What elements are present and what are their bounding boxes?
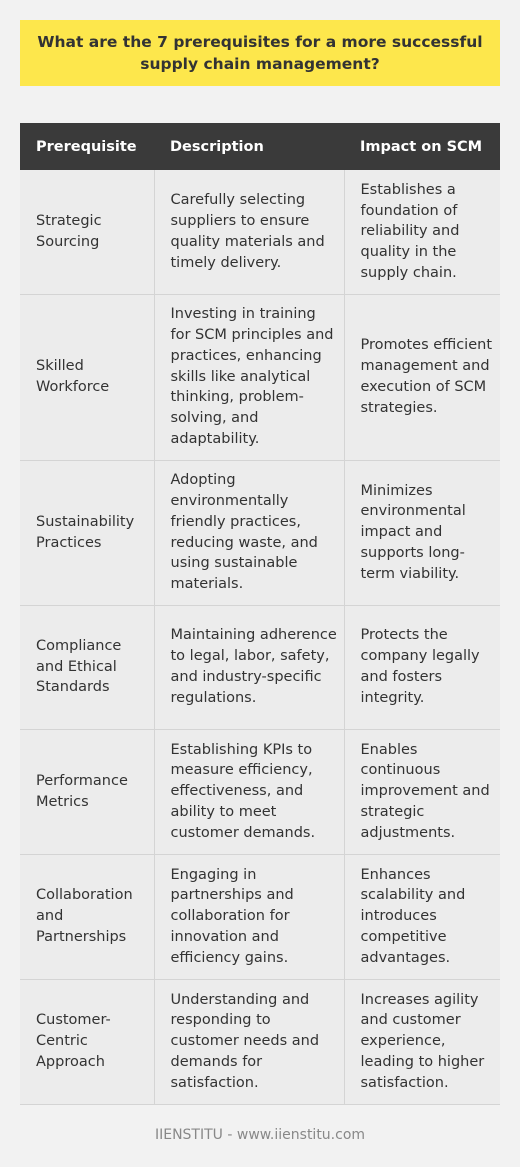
table-header-row (20, 123, 500, 170)
table-row (20, 729, 500, 854)
cell-prerequisite: Skilled Workforce (20, 294, 154, 460)
header-description: Description (154, 123, 344, 170)
cell-prerequisite: Compliance and Ethical Standards (20, 605, 154, 729)
header-impact: Impact on SCM (344, 123, 500, 170)
cell-prerequisite: Collaboration and Partnerships (20, 854, 154, 979)
cell-impact: Minimizes environmental impact and supports long-term viability. (344, 460, 500, 605)
page-title: What are the 7 prerequisites for a more successful supply chain management? (37, 33, 483, 73)
cell-description: Understanding and responding to customer needs and demands for satisfaction. (154, 979, 344, 1104)
footer-credit: IIENSTITU - www.iienstitu.com (154, 1127, 366, 1143)
table-row (20, 294, 500, 460)
header-prerequisite: Prerequisite (20, 123, 154, 170)
cell-prerequisite: Performance Metrics (20, 729, 154, 854)
cell-impact: Enables continuous improvement and strategic adjustments. (344, 729, 500, 854)
cell-impact: Increases agility and customer experience, leading to higher satisfaction. (344, 979, 500, 1104)
cell-description: Adopting environmentally friendly practices, reducing waste, and using sustainable materials. (154, 460, 344, 605)
cell-impact: Promotes efficient management and execution of SCM strategies. (344, 294, 500, 460)
cell-description: Investing in training for SCM principles and practices, enhancing skills like analytical thinking, problem-solving, and adaptability. (154, 294, 344, 460)
cell-description: Establishing KPIs to measure efficiency, effectiveness, and ability to meet customer demands. (154, 729, 344, 854)
cell-impact: Establishes a foundation of reliability and quality in the supply chain. (344, 170, 500, 294)
table-row (20, 979, 500, 1104)
cell-description: Maintaining adherence to legal, labor, safety, and industry-specific regulations. (154, 605, 344, 729)
table-row (20, 460, 500, 605)
cell-description: Carefully selecting suppliers to ensure quality materials and timely delivery. (154, 170, 344, 294)
cell-prerequisite: Customer-Centric Approach (20, 979, 154, 1104)
cell-prerequisite: Sustainability Practices (20, 460, 154, 605)
cell-impact: Protects the company legally and fosters integrity. (344, 605, 500, 729)
table-row (20, 854, 500, 979)
cell-description: Engaging in partnerships and collaboration for innovation and efficiency gains. (154, 854, 344, 979)
title-banner (20, 20, 500, 86)
cell-impact: Enhances scalability and introduces competitive advantages. (344, 854, 500, 979)
prerequisites-table (20, 123, 500, 1105)
table-row (20, 605, 500, 729)
cell-prerequisite: Strategic Sourcing (20, 170, 154, 294)
table-row (20, 170, 500, 294)
